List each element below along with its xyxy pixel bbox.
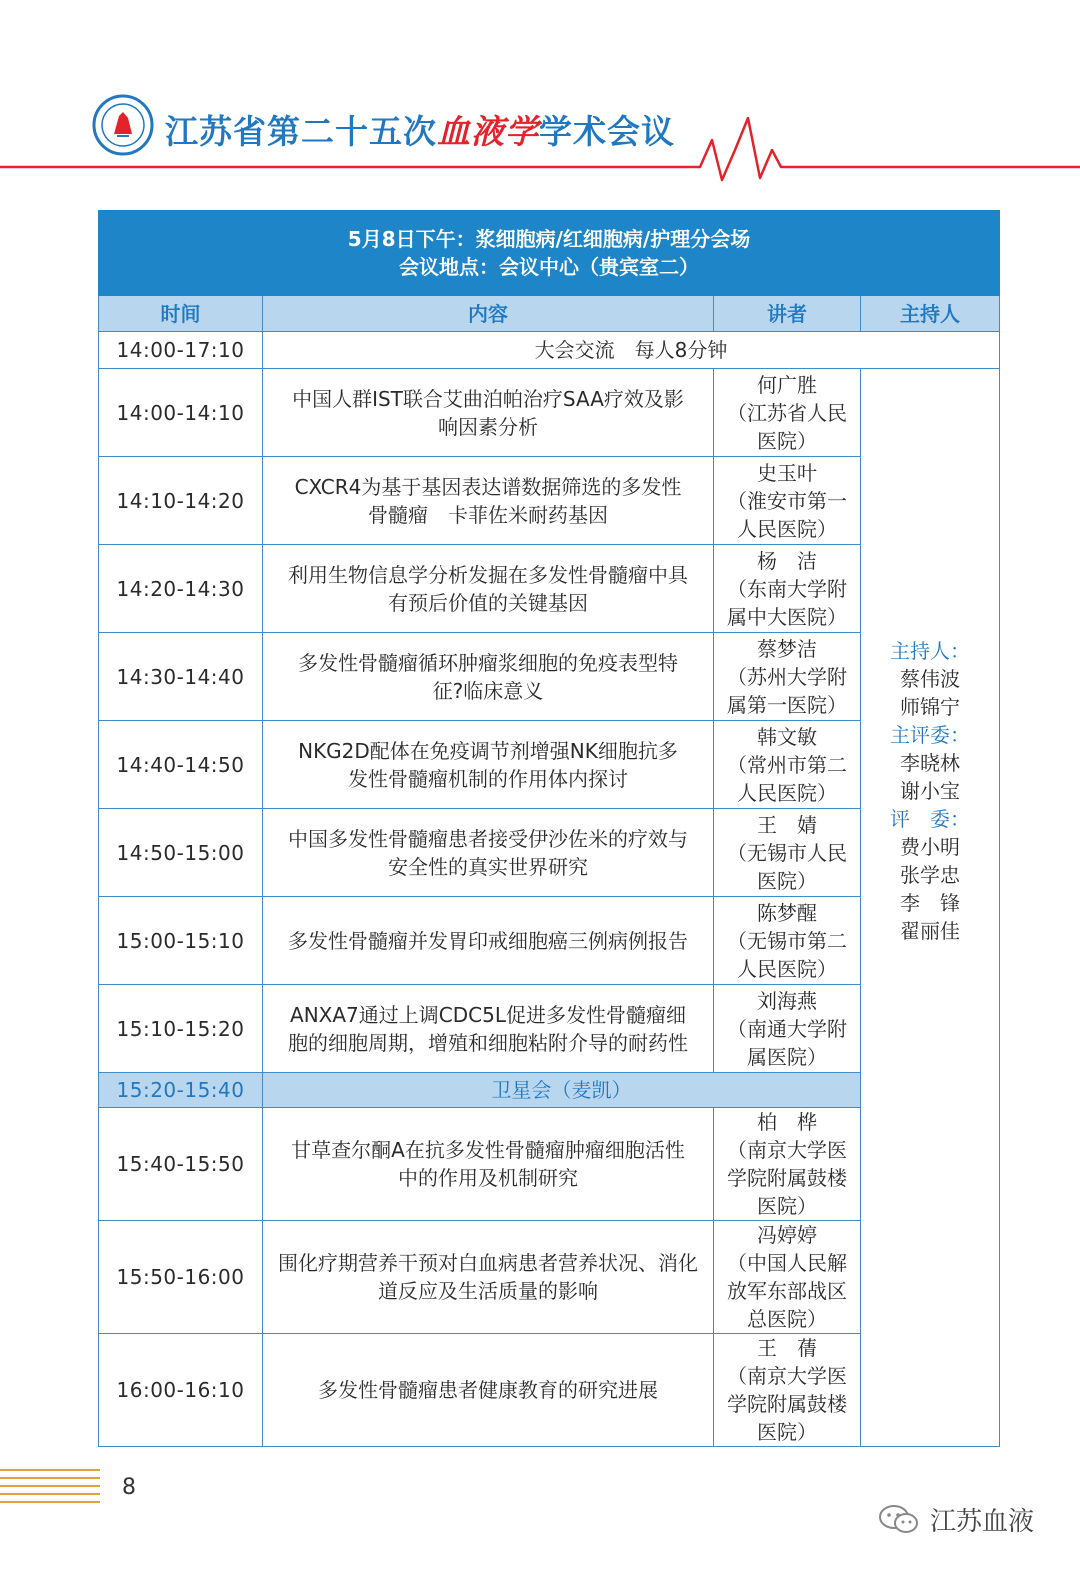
talk-time: 15:50-16:00 (99, 1221, 263, 1334)
footer-lines-decoration (0, 1467, 100, 1507)
schedule-table (98, 210, 1000, 1447)
talk-title (263, 1221, 714, 1334)
speaker-line: （无锡市人民 (727, 840, 847, 865)
talk-title (263, 985, 714, 1073)
talk-title-line: 征?临床意义 (432, 678, 544, 703)
speaker-line: （中国人民解 (727, 1251, 847, 1275)
host-name: 蔡伟波 (900, 667, 960, 691)
talk-title-line: 发性骨髓瘤机制的作用体内探讨 (348, 766, 628, 791)
talk-speaker (714, 369, 861, 457)
talk-title-line: 有预后价值的关键基因 (388, 590, 588, 615)
talk-title-line: NKG2D配体在免疫调节剂增强NK细胞抗多 (298, 738, 678, 763)
talk-speaker (714, 457, 861, 545)
speaker-line: （南京大学医 (727, 1138, 847, 1162)
speaker-line: 冯婷婷 (757, 1223, 817, 1247)
talk-speaker (714, 897, 861, 985)
speaker-line: 学院附属鼓楼 (727, 1166, 847, 1190)
speaker-line: 韩文敏 (757, 724, 817, 749)
talk-title (263, 1334, 714, 1447)
host-name: 李晓林 (900, 751, 960, 775)
col-header-host: 主持人 (861, 296, 1000, 332)
speaker-line: （南通大学附 (727, 1016, 847, 1041)
host-name: 李 锋 (900, 891, 960, 915)
talk-title (263, 897, 714, 985)
speaker-line: 属中大医院） (727, 604, 847, 629)
page-header (0, 0, 1080, 200)
speaker-line: （无锡市第二 (727, 928, 847, 953)
column-header-row (99, 296, 1000, 332)
speaker-line: 陈梦醒 (757, 900, 817, 925)
speaker-line: （南京大学医 (727, 1364, 847, 1388)
speaker-line: 蔡梦洁 (757, 636, 817, 661)
talk-title-line: CXCR4为基于基因表达谱数据筛选的多发性 (294, 474, 682, 499)
session-banner (99, 211, 1000, 296)
host-role-label: 主评委： (890, 723, 970, 747)
talk-time: 14:30-14:40 (99, 633, 263, 721)
talk-title (263, 809, 714, 897)
talk-time: 14:00-14:10 (99, 369, 263, 457)
talk-speaker (714, 809, 861, 897)
talk-speaker (714, 633, 861, 721)
talk-title-line: 多发性骨髓瘤并发胃印戒细胞癌三例病例报告 (288, 928, 688, 953)
session-line2: 会议地点：会议中心（贵宾室二） (399, 255, 699, 279)
speaker-line: 属第一医院） (727, 692, 847, 717)
talk-title (263, 545, 714, 633)
talk-speaker (714, 1108, 861, 1221)
talk-speaker (714, 721, 861, 809)
talk-title-line: 中的作用及机制研究 (398, 1166, 578, 1190)
title-part1: 江苏省第二十五次 (165, 112, 437, 151)
speaker-line: 何广胜 (757, 372, 817, 397)
talk-speaker (714, 545, 861, 633)
talk-title-line: 多发性骨髓瘤循环肿瘤浆细胞的免疫表型特 (298, 650, 678, 675)
speaker-line: 史玉叶 (757, 460, 817, 485)
speaker-line: 杨 洁 (757, 548, 817, 573)
talk-title-line: 安全性的真实世界研究 (388, 854, 588, 879)
speaker-line: 刘海燕 (757, 988, 817, 1013)
speaker-line: 放军东部战区 (727, 1279, 847, 1303)
speaker-line: （苏州大学附 (727, 664, 847, 689)
speaker-line: 学院附属鼓楼 (727, 1392, 847, 1416)
host-name: 谢小宝 (900, 779, 960, 803)
talk-title-line: 骨髓瘤 卡菲佐米耐药基因 (368, 502, 608, 527)
talk-title (263, 721, 714, 809)
talk-time: 14:40-14:50 (99, 721, 263, 809)
speaker-line: 人民医院） (737, 516, 837, 541)
talk-title-line: 响因素分析 (438, 414, 538, 439)
speaker-line: 柏 桦 (757, 1110, 817, 1134)
talk-time: 15:40-15:50 (99, 1108, 263, 1221)
host-role-label: 评 委： (890, 807, 970, 831)
talk-time: 15:10-15:20 (99, 985, 263, 1073)
plenary-text: 大会交流 每人8分钟 (263, 332, 1000, 369)
speaker-line: 人民医院） (737, 780, 837, 805)
speaker-line: （常州市第二 (727, 752, 847, 777)
talk-time: 14:10-14:20 (99, 457, 263, 545)
satellite-text: 卫星会（麦凯） (263, 1073, 861, 1108)
page-number: 8 (122, 1475, 136, 1500)
talk-title-line: 中国多发性骨髓瘤患者接受伊沙佐米的疗效与 (288, 826, 688, 851)
talk-title-line: 甘草查尔酮A在抗多发性骨髓瘤肿瘤细胞活性 (291, 1138, 685, 1162)
talk-title (263, 1108, 714, 1221)
speaker-line: 人民医院） (737, 956, 837, 981)
hosts-panel (861, 369, 1000, 1447)
talk-time: 14:50-15:00 (99, 809, 263, 897)
host-role-label: 主持人： (890, 639, 970, 663)
speaker-line: （淮安市第一 (727, 488, 847, 513)
conference-title (165, 106, 675, 153)
wechat-icon (878, 1504, 920, 1534)
speaker-line: 总医院） (747, 1307, 827, 1331)
talk-title (263, 633, 714, 721)
col-header-speaker: 讲者 (714, 296, 861, 332)
talk-title (263, 457, 714, 545)
talk-time: 14:20-14:30 (99, 545, 263, 633)
col-header-content: 内容 (263, 296, 714, 332)
speaker-line: （江苏省人民 (727, 400, 847, 425)
host-name: 张学忠 (900, 863, 960, 887)
talk-title-line: ANXA7通过上调CDC5L促进多发性骨髓瘤细 (290, 1002, 686, 1027)
talk-time: 16:00-16:10 (99, 1334, 263, 1447)
host-name: 费小明 (900, 835, 960, 859)
talk-speaker (714, 985, 861, 1073)
plenary-time: 14:00-17:10 (99, 332, 263, 369)
speaker-line: 王 婧 (757, 812, 817, 837)
talk-time: 15:00-15:10 (99, 897, 263, 985)
title-part2: 学术会议 (539, 112, 675, 151)
talk-speaker (714, 1334, 861, 1447)
talk-title (263, 369, 714, 457)
host-name: 师锦宁 (900, 695, 960, 719)
speaker-line: 医院） (757, 1194, 817, 1218)
talk-title-line: 利用生物信息学分析发掘在多发性骨髓瘤中具 (288, 562, 688, 587)
speaker-line: （东南大学附 (727, 576, 847, 601)
speaker-line: 医院） (757, 868, 817, 893)
talk-title-line: 多发性骨髓瘤患者健康教育的研究进展 (318, 1378, 658, 1402)
talk-title-line: 道反应及生活质量的影响 (378, 1279, 598, 1303)
talk-speaker (714, 1221, 861, 1334)
heartbeat-line-decoration (0, 0, 1080, 200)
speaker-line: 属医院） (747, 1044, 827, 1069)
speaker-line: 医院） (757, 428, 817, 453)
talk-title-line: 围化疗期营养干预对白血病患者营养状况、消化 (278, 1251, 698, 1275)
title-highlight: 血液学 (437, 112, 539, 151)
table-row (99, 369, 1000, 457)
session-line1: 5月8日下午：浆细胞病/红细胞病/护理分会场 (347, 227, 751, 251)
host-name: 翟丽佳 (900, 919, 960, 943)
col-header-time: 时间 (99, 296, 263, 332)
talk-title-line: 胞的细胞周期，增殖和细胞粘附介导的耐药性 (288, 1030, 688, 1055)
talk-title-line: 中国人群IST联合艾曲泊帕治疗SAA疗效及影 (292, 386, 684, 411)
medical-association-logo-icon (92, 94, 154, 156)
speaker-line: 医院） (757, 1420, 817, 1444)
speaker-line: 王 蒨 (757, 1336, 817, 1360)
plenary-row (99, 332, 1000, 369)
wechat-account-name: 江苏血液 (930, 1507, 1035, 1537)
satellite-time: 15:20-15:40 (99, 1073, 263, 1108)
